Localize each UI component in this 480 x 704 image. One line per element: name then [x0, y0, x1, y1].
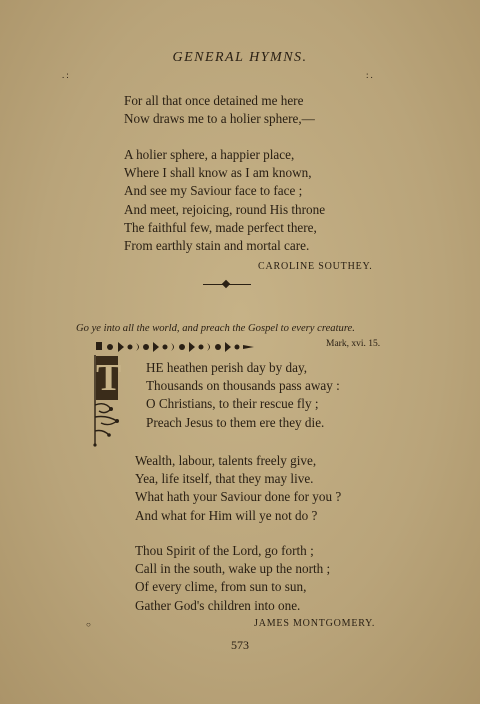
- verse-line: And what for Him will ye not do ?: [135, 507, 318, 523]
- verse-line: And meet, rejoicing, round His throne: [124, 201, 326, 217]
- drop-cap-letter: T: [96, 357, 122, 399]
- verse-line: And see my Saviour face to face ;: [124, 183, 303, 199]
- verse-line: What hath your Saviour done for you ?: [135, 489, 342, 505]
- poem1-author: CAROLINE SOUTHEY.: [258, 261, 373, 272]
- poem2-stanza3: [135, 542, 330, 615]
- poem2-stanza2: [135, 452, 341, 525]
- poem1-stanza1: [124, 92, 315, 128]
- header-ornament-right: :.: [366, 70, 375, 80]
- verse-line: Yea, life itself, that they may live.: [135, 471, 314, 487]
- verse-line: Thousands on thousands pass away :: [146, 378, 340, 394]
- verse-line: For all that once detained me here: [124, 93, 304, 108]
- floral-headband-ornament: [96, 340, 256, 354]
- verse-line: Now draws me to a holier sphere,—: [124, 111, 315, 127]
- verse-line: Of every clime, from sun to sun,: [135, 579, 307, 595]
- verse-line: HE heathen perish day by day,: [146, 360, 308, 375]
- verse-line: O Christians, to their rescue fly ;: [146, 396, 319, 412]
- verse-line: The faithful few, made perfect there,: [124, 219, 317, 235]
- verse-line: Call in the south, wake up the north ;: [135, 561, 331, 577]
- verse-line: A holier sphere, a happier place,: [124, 147, 295, 162]
- page-number: 573: [231, 638, 249, 652]
- poem1-stanza2: [124, 146, 325, 255]
- verse-line: Gather God's children into one.: [135, 597, 301, 613]
- verse-line: From earthly stain and mortal care.: [124, 238, 310, 254]
- margin-circle-icon: ○: [86, 620, 91, 629]
- verse-line: Wealth, labour, talents freely give,: [135, 453, 317, 468]
- header-ornament-left: .:: [62, 70, 71, 80]
- poem2-stanza1: [125, 359, 340, 432]
- divider-diamond-icon: [222, 280, 230, 288]
- scripture-reference: Mark, xvi. 15.: [326, 339, 381, 349]
- verse-line: Thou Spirit of the Lord, go forth ;: [135, 543, 314, 558]
- running-header: GENERAL HYMNS.: [172, 50, 308, 65]
- epigraph: Go ye into all the world, and preach the Gospel to every creature.: [76, 323, 355, 334]
- poem2-author: JAMES MONTGOMERY.: [254, 618, 376, 629]
- verse-line: Where I shall know as I am known,: [124, 165, 312, 181]
- verse-line: Preach Jesus to them ere they die.: [146, 414, 325, 430]
